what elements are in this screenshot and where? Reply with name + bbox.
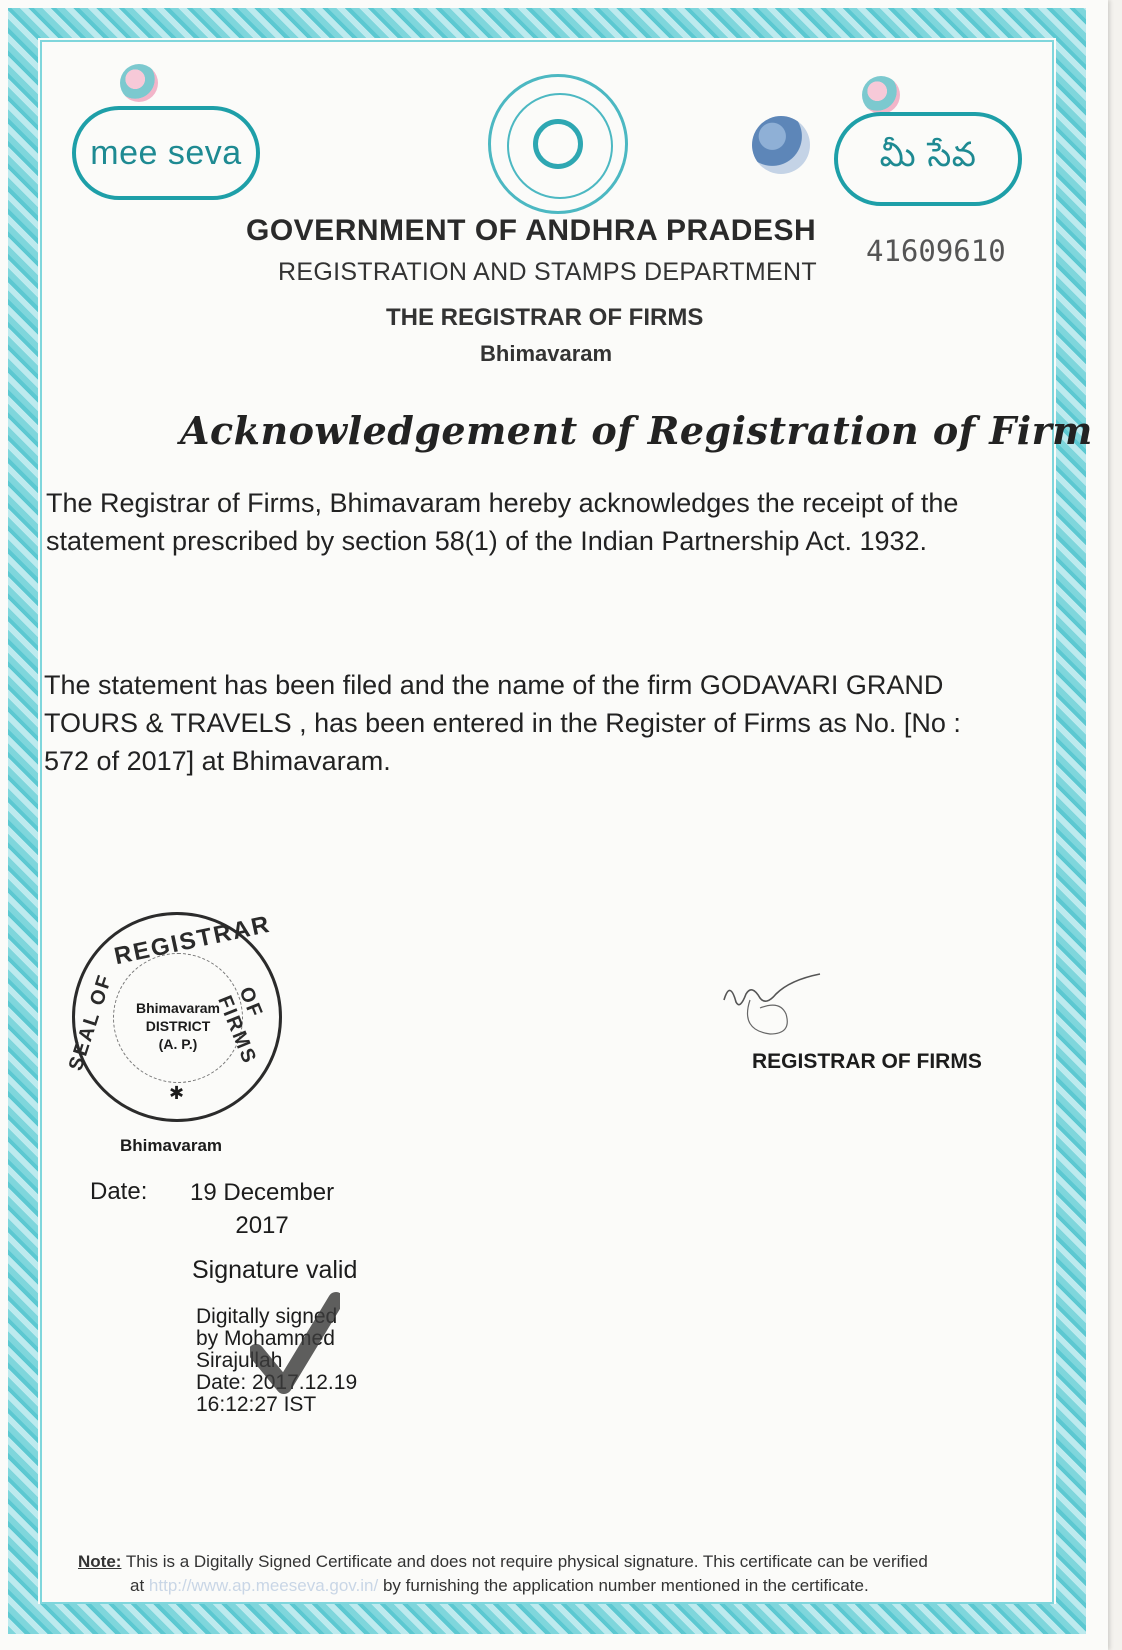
office-heading: THE REGISTRAR OF FIRMS	[386, 304, 704, 331]
seal-star-icon: ✱	[169, 1083, 185, 1103]
signature-line: 16:12:27 IST	[196, 1393, 317, 1416]
signature-line: Sirajullah	[196, 1349, 283, 1372]
meeseva-right-mascot-icon	[862, 76, 900, 114]
registrar-seal-stamp	[64, 910, 282, 1122]
government-heading: GOVERNMENT OF ANDHRA PRADESH	[246, 214, 817, 247]
seal-line: DISTRICT	[145, 1018, 211, 1034]
date-value	[190, 1176, 334, 1242]
seal-line: (A. P.)	[158, 1036, 198, 1052]
paragraph-acknowledgement	[46, 484, 958, 560]
seal-arc-right: OF FIRMS	[213, 983, 267, 1068]
date-line: 19 December	[190, 1179, 335, 1206]
certificate-title: Acknowledgement of Registration of Firm	[180, 408, 1093, 453]
government-emblem-icon	[488, 74, 628, 214]
signature-valid-check-icon	[250, 1290, 340, 1400]
seal-arc-top: REGISTRAR	[111, 910, 274, 971]
paragraph-line: The statement has been filed and the name of the firm GODAVARI GRAND	[44, 670, 944, 700]
note-label: Note:	[78, 1552, 122, 1571]
globe-icon	[752, 116, 810, 174]
date-line: 2017	[235, 1212, 289, 1239]
paragraph-line: The Registrar of Firms, Bhimavaram hereby acknowledges the receipt of the	[46, 488, 959, 518]
signature-line: by Mohammed	[196, 1327, 335, 1350]
signatory-title: REGISTRAR OF FIRMS	[752, 1050, 982, 1073]
signature-status: Signature valid	[192, 1256, 358, 1284]
seal-line: Bhimavaram	[135, 1000, 221, 1016]
meeseva-logo-left	[72, 106, 260, 200]
verification-note	[78, 1552, 1038, 1572]
signature-line: Date: 2017.12.19	[196, 1371, 358, 1394]
paragraph-line: statement prescribed by section 58(1) of the Indian Partnership Act. 1932.	[46, 526, 928, 556]
seal-caption: Bhimavaram	[120, 1136, 223, 1155]
meeseva-telugu-logo-text: మీ సేవ	[879, 135, 977, 175]
meeseva-logo-text: mee seva	[90, 133, 242, 172]
application-number: 41609610	[866, 234, 1006, 268]
verification-note-line2	[130, 1576, 869, 1596]
meeseva-logo-right	[834, 112, 1022, 206]
meeseva-left-mascot-icon	[120, 64, 158, 102]
department-heading: REGISTRATION AND STAMPS DEPARTMENT	[278, 258, 817, 286]
date-label: Date:	[90, 1178, 148, 1205]
seal-center-text	[115, 999, 241, 1053]
verification-url-link[interactable]: http://www.ap.meeseva.gov.in/	[148, 1576, 379, 1595]
paragraph-line: TOURS & TRAVELS , has been entered in the Register of Firms as No. [No :	[44, 708, 961, 738]
note-text: This is a Digitally Signed Certificate and does not require physical signature. This certificate can be verified	[125, 1552, 928, 1571]
note-at: at	[130, 1576, 145, 1595]
handwritten-signature	[720, 970, 830, 1040]
seal-arc-left: SEAL OF	[64, 971, 117, 1074]
signature-line: Digitally signed	[196, 1305, 338, 1328]
paragraph-line: 572 of 2017] at Bhimavaram.	[44, 746, 391, 776]
paragraph-registration	[44, 666, 961, 780]
note-text-2: by furnishing the application number mentioned in the certificate.	[382, 1576, 869, 1595]
office-location: Bhimavaram	[480, 341, 613, 366]
